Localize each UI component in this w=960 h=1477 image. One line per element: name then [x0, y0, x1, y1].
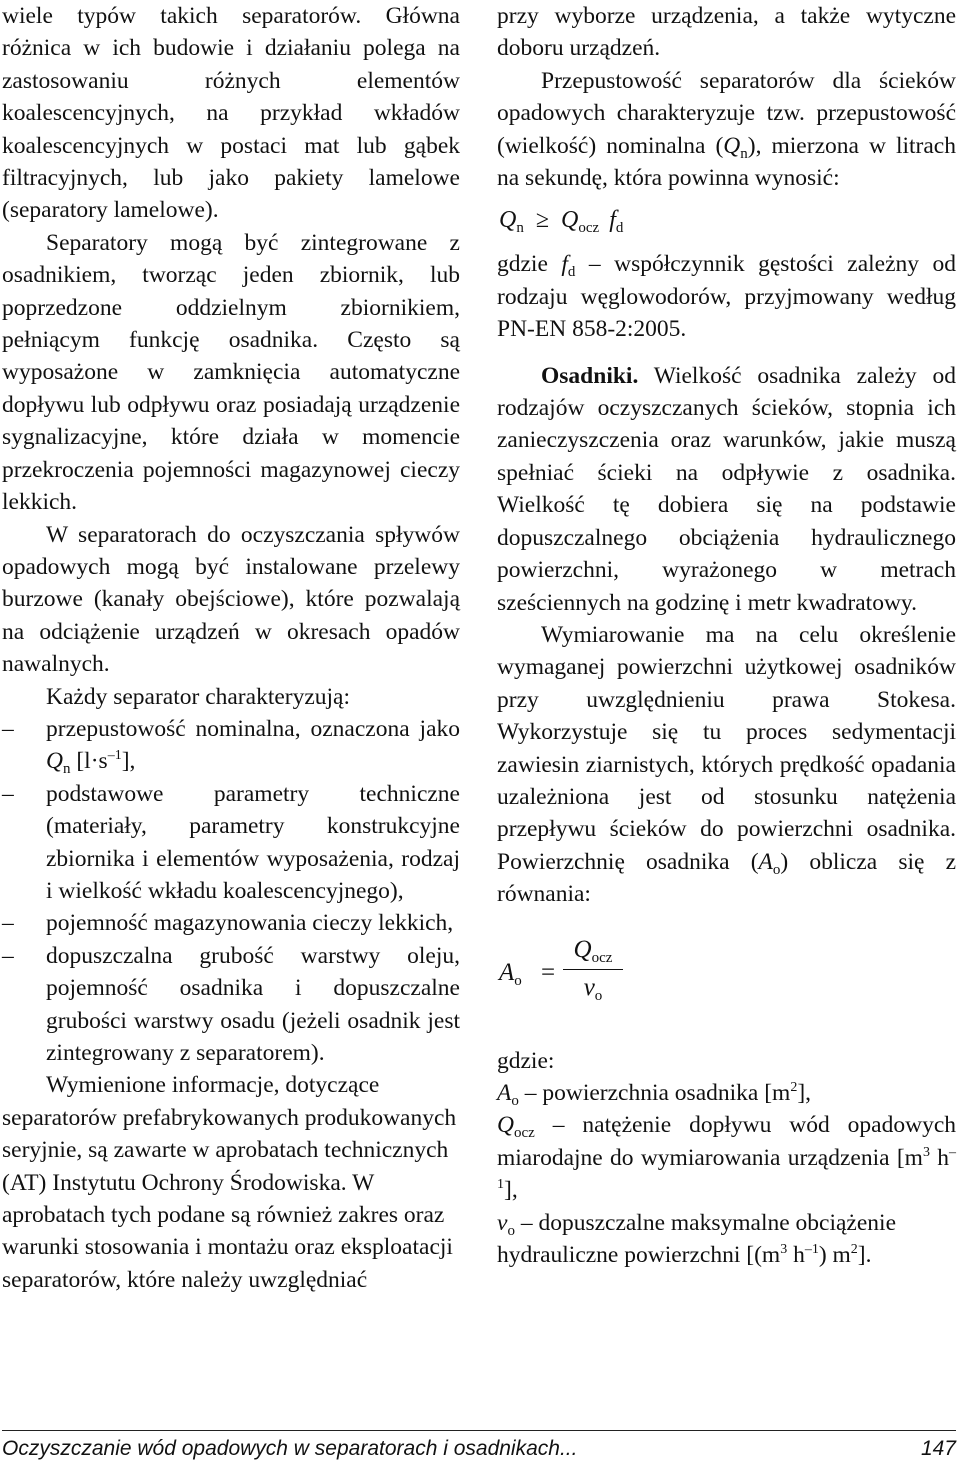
formula-settler-area: [497, 929, 956, 1029]
text: ],: [797, 1079, 812, 1106]
paragraph: wiele typów takich separatorów. Główna różnica w ich budowie i działaniu polega na zastosowaniu różnych elementów koalescencyjnych, na przykład wkładów koalescencyjnych w postaci mat lub gąbek filtracyjnych, lub jako pakiety lamelowe (separatory lamelowe).: [2, 3, 460, 224]
symbol: Q: [499, 207, 517, 234]
symbol: f: [609, 207, 616, 234]
text: Wymiarowanie ma na celu określenie wymaganej powierzchni użytkowej osadników przy uwzględnieniu prawa Stokesa. Wykorzystuje się tu proces sedymentacji zawiesin ziarnistych, których prędkość opadania uzależniona jest od stosunku natężenia przepływu ścieków do powierzchni osadnika. Powierzchnię osadnika (: [497, 621, 956, 875]
text: ), mierzona w litrach na sekundę, która powinna wynosić:: [497, 132, 956, 192]
superscript: –1: [497, 1144, 956, 1193]
symbol: f: [561, 251, 568, 278]
list-dash: –: [2, 942, 14, 969]
paragraph: Wymienione informacje, dotyczące separatorów prefabrykowanych produkowanych seryjnie, są zawarte w aprobatach technicznych (AT) Instytutu Ochrony Środowiska. W aprobatach tych podane są również zakres oraz warunki stosowania i montażu oraz eksploatacji separatorów, które należy uwzględniać: [2, 1072, 457, 1293]
subscript: o: [507, 1222, 515, 1239]
operator: =: [541, 958, 556, 986]
formula-nominal-flow: [497, 194, 956, 248]
list-dash: –: [2, 910, 14, 937]
symbol: v: [583, 973, 595, 1001]
symbol: Q: [723, 132, 741, 159]
text: ) oblicza się z równania:: [497, 848, 956, 908]
subscript: o: [772, 861, 781, 878]
text: Wielkość osadnika zależy od rodzajów oczyszczanych ścieków, stopnia ich zanieczyszczenia oraz warunków, jakie muszą spełniać ścieki na odpływie z osadnika. Wielkość tę dobiera się na podstawie dopuszczalnego obciążenia hydraulicznego powierzchni, wyrażonego w metrach sześciennych na godzinę i metr kwadratowy.: [497, 362, 956, 616]
subscript: n: [516, 220, 524, 237]
symbol: Q: [46, 748, 63, 775]
text: ],: [504, 1177, 518, 1204]
list-item-text: pojemność magazynowania cieczy lekkich,: [46, 910, 454, 937]
text: gdzie: [497, 251, 562, 278]
symbol: A: [497, 1079, 512, 1106]
text: – powierzchnia osadnika [m: [518, 1079, 791, 1106]
text: m: [826, 1242, 851, 1268]
operator: ≥: [535, 207, 550, 234]
definition-row: [497, 1077, 956, 1109]
superscript: 3: [780, 1242, 788, 1257]
formula-lhs: [499, 959, 522, 987]
fraction-bar: [563, 969, 623, 970]
list-item: [2, 940, 460, 1070]
paragraph: W separatorach do oczyszczania spływów opadowych mogą być instalowane przelewy burzowe (kanały obejściowe), które pozwalają na odciążenie urządzeń w okresach opadów nawalnych.: [2, 521, 460, 678]
list-item-text: podstawowe parametry techniczne (materiały, parametry konstrukcyjne zbiornika i elementów wyposażenia, rodzaj i wielkość wkładu koalescencyjnego),: [46, 780, 460, 904]
numerator: [563, 935, 623, 965]
list-item-text: dopuszczalna grubość warstwy oleju, pojemność osadnika i dopuszczalne grubości warstwy osadu (jeżeli osadnik jest zintegrowany z separatorem).: [46, 942, 460, 1066]
paragraph: przy wyborze urządzenia, a także wytyczne doboru urządzeń.: [497, 3, 956, 62]
symbol: A: [499, 958, 515, 986]
fraction: [563, 935, 623, 1003]
paragraph: [497, 360, 956, 619]
symbol: A: [758, 848, 773, 875]
subscript: n: [62, 761, 71, 778]
paragraph: [497, 619, 956, 911]
text: h: [929, 1144, 949, 1171]
paragraph: Każdy separator charakteryzują:: [46, 683, 351, 710]
symbol: Q: [573, 935, 592, 963]
superscript: 2: [790, 1079, 798, 1095]
list-item: [2, 778, 460, 908]
list-item: [2, 713, 460, 778]
paragraph: [497, 248, 956, 345]
paragraph: Separatory mogą być zintegrowane z osadnikiem, tworząc jeden zbiornik, lub poprzedzone oddzielnym zbiornikiem, pełniącym funkcję osadnika. Często są wyposażone w zamknięcia automatyczne dopływu lub odpływu oraz posiadają urządzenie sygnalizacyjne, które działa w momencie przekroczenia pojemności magazynowej cieczy lekkich.: [2, 229, 460, 516]
subscript: o: [511, 1092, 519, 1109]
text: ].: [857, 1242, 872, 1268]
superscript: –1: [804, 1242, 819, 1257]
text: h: [787, 1242, 805, 1268]
paragraph: [497, 65, 956, 195]
superscript: –1: [107, 748, 122, 764]
list-item-text: przepustowość nominalna, oznaczona jako: [46, 715, 460, 742]
page-number: 147: [920, 1437, 956, 1460]
list-item: [2, 907, 460, 939]
definition-row: [497, 1207, 956, 1272]
symbol: Q: [561, 207, 579, 234]
text: – dopuszczalne maksymalne obciążenie hydrauliczne powierzchni [(m: [497, 1209, 896, 1268]
subscript: d: [615, 220, 624, 237]
superscript: 2: [850, 1242, 858, 1257]
symbol: Q: [497, 1112, 514, 1139]
definition-label: gdzie:: [497, 1047, 555, 1074]
unit: ],: [121, 748, 136, 775]
subscript: o: [514, 972, 522, 989]
running-title: Oczyszczanie wód opadowych w separatorach i osadnikach...: [2, 1437, 578, 1460]
text: – współczynnik gęstości zależny od rodzaju węglowodorów, przyjmowany według PN-EN 858-2:2005.: [497, 251, 957, 343]
superscript: 3: [922, 1144, 930, 1160]
unit: [l·s: [70, 748, 108, 775]
subscript: o: [594, 987, 603, 1004]
subscript: ocz: [578, 220, 600, 237]
definitions: [497, 1045, 956, 1272]
denominator: [563, 973, 623, 1003]
subscript: d: [567, 264, 576, 281]
page-footer: [2, 1430, 956, 1461]
list-dash: –: [2, 715, 14, 742]
subscript: ocz: [591, 949, 613, 966]
list-dash: –: [2, 780, 14, 807]
definition-row: [497, 1109, 956, 1206]
subscript: ocz: [513, 1125, 535, 1142]
symbol: v: [497, 1209, 508, 1236]
text: ): [818, 1242, 827, 1268]
subscript: n: [740, 145, 748, 162]
section-heading: Osadniki.: [541, 362, 639, 389]
left-column: [2, 0, 460, 1296]
text: Przepustowość separatorów dla ścieków opadowych charakteryzuje tzw. przepustowość (wielkość) nominalna (: [497, 67, 956, 159]
text: – natężenie dopływu wód opadowych miarodajne do wymiarowania urządzenia [m: [497, 1112, 956, 1171]
right-column: [497, 0, 956, 1271]
